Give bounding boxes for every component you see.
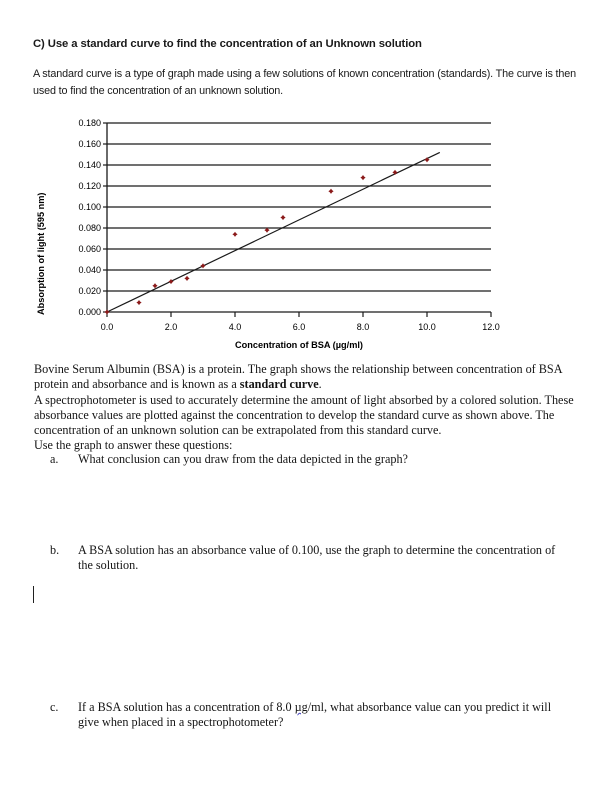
question-item-a bbox=[50, 452, 570, 467]
paragraph-text: Bovine Serum Albumin (BSA) is a protein. The graph shows the relationship between concentration of BSA protein and absorbance and is known as a bbox=[34, 362, 562, 392]
x-axis-ticks bbox=[107, 312, 491, 317]
section-heading: C) Use a standard curve to find the concentration of an Unknown solution bbox=[33, 38, 422, 50]
y-tick-label: 0.100 bbox=[78, 202, 101, 212]
y-tick-label: 0.040 bbox=[78, 265, 101, 275]
y-tick-label: 0.000 bbox=[78, 307, 101, 317]
paragraph-bsa-definition bbox=[34, 362, 578, 393]
y-tick-label: 0.060 bbox=[78, 244, 101, 254]
x-axis-tick-labels bbox=[101, 322, 500, 332]
horizontal-gridlines bbox=[107, 123, 491, 291]
intro-paragraph: A standard curve is a type of graph made using a few solutions of known concentration (standards). The curve is then used to find the concentration of an unknown solution. bbox=[33, 68, 576, 97]
data-point-marker bbox=[136, 300, 141, 305]
chart-svg bbox=[33, 110, 553, 355]
question-text: A BSA solution has an absorbance value of 0.100, use the graph to determine the concentration of the solution. bbox=[78, 543, 556, 573]
question-marker: c. bbox=[50, 700, 59, 714]
question-text-before: If a BSA solution has a concentration of 8.0 bbox=[78, 700, 295, 714]
y-tick-label: 0.080 bbox=[78, 223, 101, 233]
y-tick-label: 0.180 bbox=[78, 118, 101, 128]
data-point-marker bbox=[280, 215, 285, 220]
y-tick-label: 0.160 bbox=[78, 139, 101, 149]
trendline bbox=[107, 152, 440, 312]
paragraph-instruction: Use the graph to answer these questions: bbox=[34, 438, 233, 453]
spellcheck-flagged-word: µg bbox=[294, 700, 308, 714]
standard-curve-emphasis: standard curve bbox=[239, 377, 319, 392]
data-point-marker bbox=[328, 189, 333, 194]
question-marker: a. bbox=[50, 452, 59, 466]
y-tick-label: 0.020 bbox=[78, 286, 101, 296]
question-text: What conclusion can you draw from the data depicted in the graph? bbox=[78, 452, 408, 466]
data-point-marker bbox=[104, 309, 109, 314]
data-point-marker bbox=[360, 175, 365, 180]
x-tick-label: 12.0 bbox=[482, 322, 500, 332]
body-text-block bbox=[34, 362, 578, 454]
text-cursor-caret bbox=[33, 586, 34, 603]
data-point-marker bbox=[232, 232, 237, 237]
x-tick-label: 4.0 bbox=[228, 322, 242, 332]
y-tick-label: 0.140 bbox=[78, 160, 101, 170]
data-point-marker bbox=[184, 276, 189, 281]
paragraph-spectrophotometer: A spectrophotometer is used to accurately determine the amount of light absorbed by a colored solution. These absorbance values are plotted against the concentration to develop the standard curve as shown above. The concentration of an unknown solution can be extrapolated from this standard curve. bbox=[34, 392, 574, 438]
question-text-after: /ml, what absorbance value can you predict it will give when placed in a spectrophotometer? bbox=[78, 700, 552, 730]
x-tick-label: 2.0 bbox=[164, 322, 178, 332]
y-axis-tick-labels bbox=[78, 118, 101, 317]
x-tick-label: 10.0 bbox=[418, 322, 436, 332]
question-marker: b. bbox=[50, 543, 60, 557]
data-point-marker bbox=[200, 263, 205, 268]
x-axis-title: Concentration of BSA (µg/ml) bbox=[235, 340, 363, 350]
paragraph-text-end: . bbox=[318, 377, 322, 392]
data-point-marker bbox=[168, 279, 173, 284]
x-tick-label: 0.0 bbox=[100, 322, 114, 332]
y-tick-label: 0.120 bbox=[78, 181, 101, 191]
question-text bbox=[78, 700, 570, 731]
x-tick-label: 6.0 bbox=[292, 322, 306, 332]
x-tick-label: 8.0 bbox=[356, 322, 370, 332]
question-item-c bbox=[50, 700, 570, 731]
question-item-b bbox=[50, 543, 570, 574]
y-axis-title: Absorption of light (595 nm) bbox=[36, 192, 46, 315]
standard-curve-chart bbox=[33, 110, 553, 355]
